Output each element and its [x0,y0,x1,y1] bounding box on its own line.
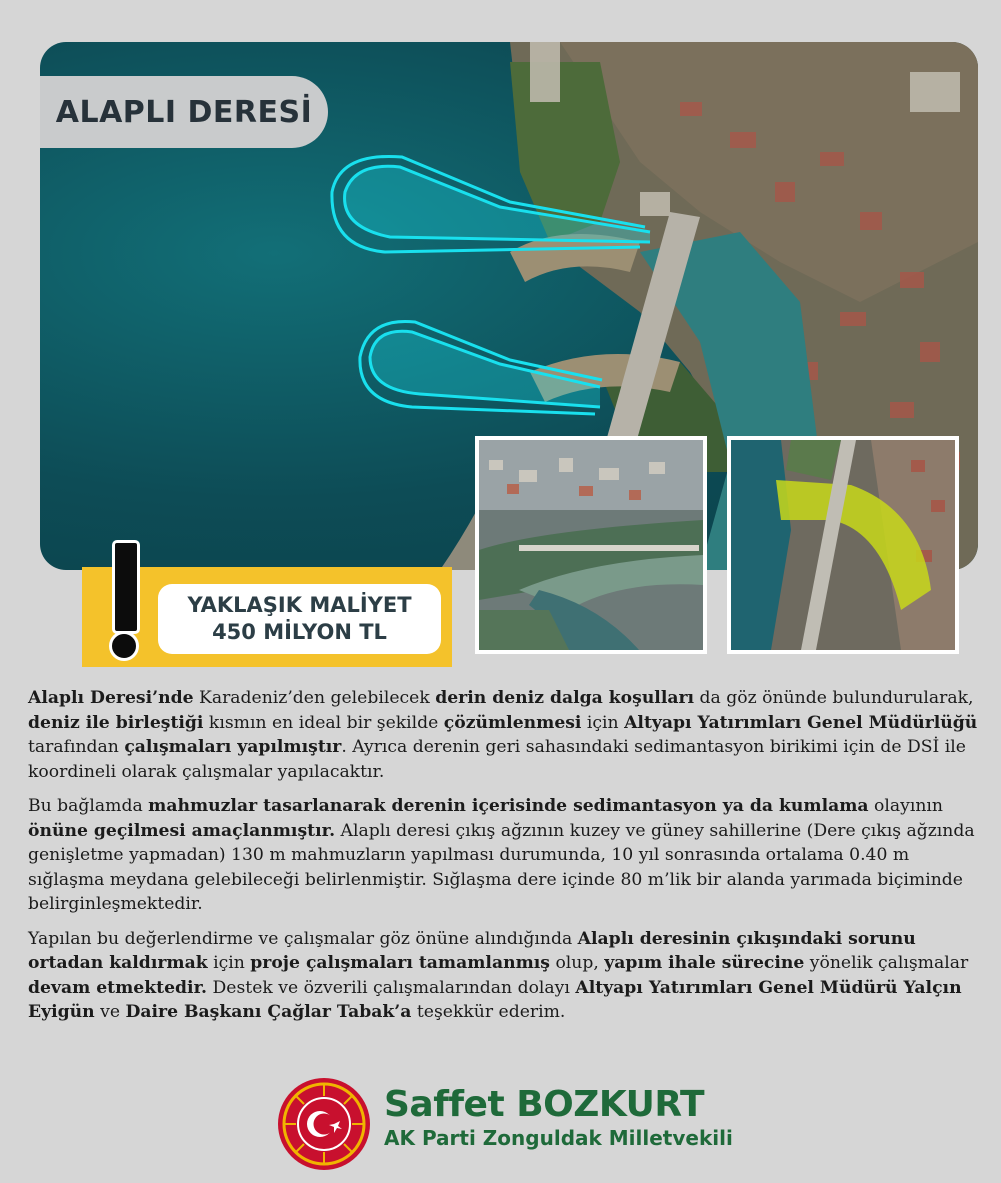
text-run: çözümlenmesi [443,712,582,733]
text-run: olayının [868,796,943,816]
paragraph-3 [28,927,978,1025]
text-run: önüne geçilmesi amaçlanmıştır. [28,820,336,841]
text-run: Altyapı Yatırımları Genel Müdürü Yalçın Eyigün [28,977,962,1022]
text-run: kısmın en ideal bir şekilde [203,712,444,733]
text-run: proje çalışmaları tamamlanmış [250,953,550,973]
warning-icon [112,540,140,634]
text-run: için [207,953,251,973]
tbmm-seal-logo [276,1076,372,1172]
text-run: mahmuzlar tasarlanarak derenin içerisinde sedimantasyon ya da kumlama [148,796,869,816]
text-run: . Ayrıca derenin geri sahasındaki sedimantasyon birikimi için de DSİ ile koordineli olarak çalışmalar yapılacaktır. [28,737,966,782]
warning-icon-dot [109,631,139,661]
text-run: deniz ile birleştiği [28,712,204,733]
cost-label [158,584,441,654]
text-run: çalışmaları yapılmıştır [124,737,342,757]
text-run: Alaplı Deresi’nde [28,688,194,708]
text-run: Karadeniz’den gelebilecek [193,688,436,708]
paragraph-2 [28,794,978,917]
author-title: AK Parti Zonguldak Milletvekili [384,1126,733,1150]
text-run: ve [94,1002,126,1022]
article-body [28,686,978,1035]
text-run: Alaplı deresinin çıkışındaki sorunu ortadan kaldırmak [28,928,916,973]
text-run: olup, [549,953,605,973]
paragraph-1 [28,686,978,784]
text-run: Yapılan bu değerlendirme ve çalışmalar göz önüne alındığında [28,928,578,949]
text-run: Bu bağlamda [28,796,149,816]
text-run: da göz önünde bulundurularak, [694,688,974,708]
text-run: yapım ihale sürecine [604,953,805,973]
text-run: devam etmektedir. [28,977,208,998]
text-run: yönelik çalışmalar [804,953,969,973]
highlighted-area-photo [727,436,959,654]
text-run: teşekkür ederim. [411,1002,566,1022]
text-run: derin deniz dalga koşulları [435,688,695,708]
text-run: Daire Başkanı Çağlar Tabak’a [125,1002,412,1022]
text-run: tarafından [28,737,125,757]
text-run: Altyapı Yatırımları Genel Müdürlüğü [624,712,978,733]
cost-label-line2: 450 MİLYON TL [212,620,387,644]
text-run: Destek ve özverili çalışmalarından dolayı [207,977,576,998]
text-run: Alaplı deresi çıkış ağzının kuzey ve güney sahillerine (Dere çıkış ağzında genişletme yapmadan) 130 m mahmuzların yapılması durumunda, 10 yıl sonrasında ortalama 0.40 m sığlaşma meydana gelebileceği belirlenmiştir. Sığlaşma dere içinde 80 m’lik bir alanda yarımada biçiminde belirginleşmektedir. [28,820,975,914]
text-run: için [581,712,625,733]
page-title: ALAPLI DERESİ [40,76,328,148]
town-aerial-photo [475,436,707,654]
author-name: Saffet BOZKURT [384,1084,705,1125]
cost-label-line1: YAKLAŞIK MALİYET [187,593,412,617]
